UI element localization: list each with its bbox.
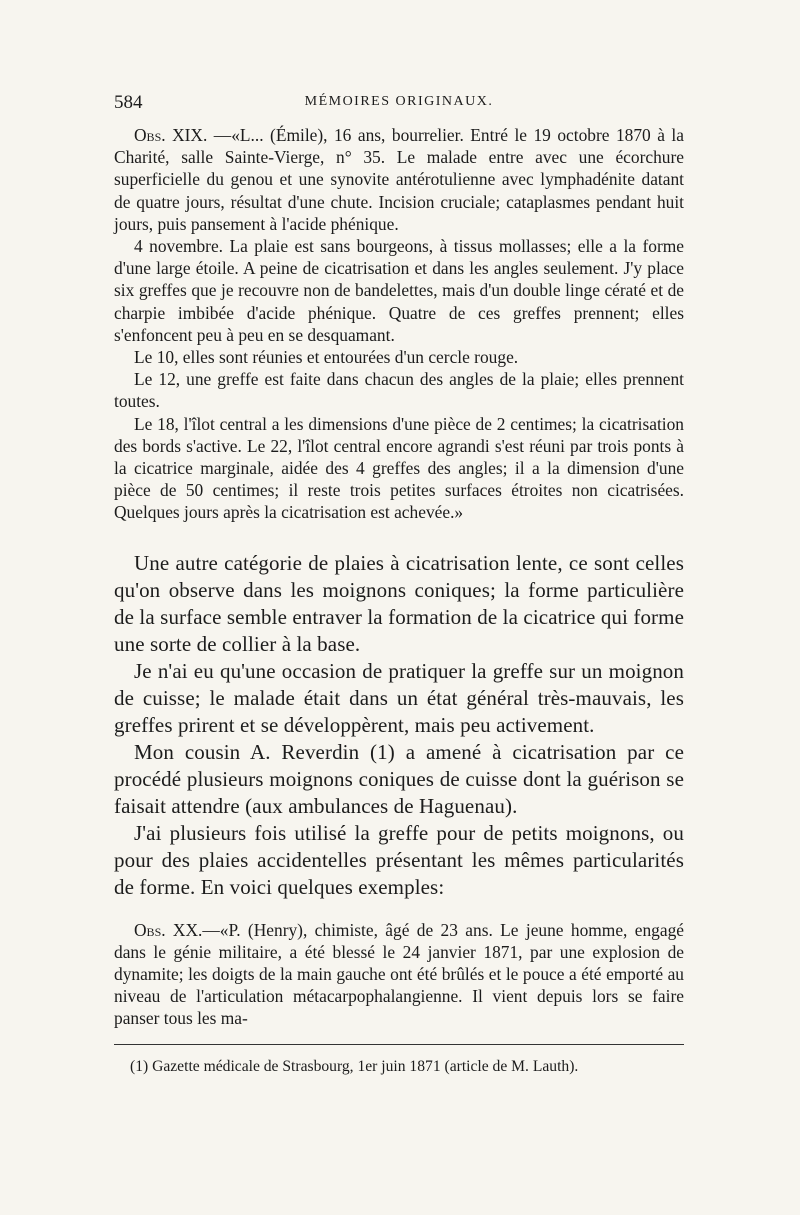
body-paragraph-1: Une autre catégorie de plaies à cicatrisation lente, ce sont celles qu'on observe dans les moignons coniques; la forme particulière de la surface semble entraver la formation de la cicatrice qui forme une sorte de collier à la base. — [114, 550, 684, 656]
footnote: (1) Gazette médicale de Strasbourg, 1er juin 1871 (article de M. Lauth). — [130, 1057, 579, 1075]
obs19-paragraph-3: Le 10, elles sont réunies et entourées d'un cercle rouge. — [134, 347, 519, 368]
body-paragraph-3: Mon cousin A. Reverdin (1) a amené à cicatrisation par ce procédé plusieurs moignons coniques de cuisse dont la guérison se faisait attendre (aux ambulances de Haguenau). — [114, 739, 684, 818]
body-paragraph-4: J'ai plusieurs fois utilisé la greffe pour de petits moignons, ou pour des plaies accidentelles présentant les mêmes particularités de forme. En voici quelques exemples: — [114, 820, 684, 899]
obs19-paragraph-4: Le 12, une greffe est faite dans chacun des angles de la plaie; elles prennent toutes. — [114, 369, 684, 412]
obs19-paragraph-5: Le 18, l'îlot central a les dimensions d'une pièce de 2 centimes; la cicatrisation des bords s'active. Le 22, l'îlot central encore agrandi s'est réuni par trois ponts à la cicatrice marginale, aidée des 4 greffes des angles; il a la dimension d'une pièce de 50 centimes; il reste trois petites surfaces étroites non cicatrisées. Quelques jours après la cicatrisation est achevée.» — [114, 413, 684, 523]
page-number: 584 — [114, 92, 143, 113]
obs20-label: Obs. XX. — [134, 919, 203, 940]
body-paragraph-2: Je n'ai eu qu'une occasion de pratiquer la greffe sur un moignon de cuisse; le malade était dans un état général très-mauvais, les greffes prirent et se développèrent, mais peu activement. — [114, 658, 684, 737]
page-header — [114, 92, 684, 124]
obs20-text-1: —«P. (Henry), chimiste, âgé de 23 ans. Le jeune homme, engagé dans le génie militaire, a été blessé le 24 janvier 1871, par une explosion de dynamite; les doigts de la main gauche ont été brûlés et le pouce a été emporté au niveau de l'articulation métacarpophalangienne. Il vient depuis lors se faire panser tous les ma- — [114, 919, 684, 1029]
footnote-divider — [114, 1044, 684, 1045]
obs19-paragraph-1 — [114, 124, 684, 235]
page — [114, 92, 684, 1077]
obs19-paragraph-2: 4 novembre. La plaie est sans bourgeons, à tissus mollasses; elle a la forme d'une large étoile. A peine de cicatrisation et dans les angles seulement. J'y place six greffes que je recouvre non de bandelettes, mais d'un double linge cératé et de charpie imbibée d'acide phénique. Quatre de ces greffes prennent; elles s'enfoncent peu à peu en se desquamant. — [114, 236, 684, 345]
obs19-text-1: —«L... (Émile), 16 ans, bourrelier. Entré le 19 octobre 1870 à la Charité, salle Sainte-Vierge, n° 35. Le malade entre avec une écorchure superficielle du genou et une synovite antérotulienne avec lymphadénite datant de quatre jours, résultat d'une chute. Incision cruciale; cataplasmes pendant huit jours, puis pansement à l'acide phénique. — [114, 125, 684, 234]
obs20-paragraph-1 — [114, 919, 684, 1030]
obs19-label: Obs. XIX. — [134, 125, 208, 145]
running-head: MÉMOIRES ORIGINAUX. — [304, 94, 494, 109]
